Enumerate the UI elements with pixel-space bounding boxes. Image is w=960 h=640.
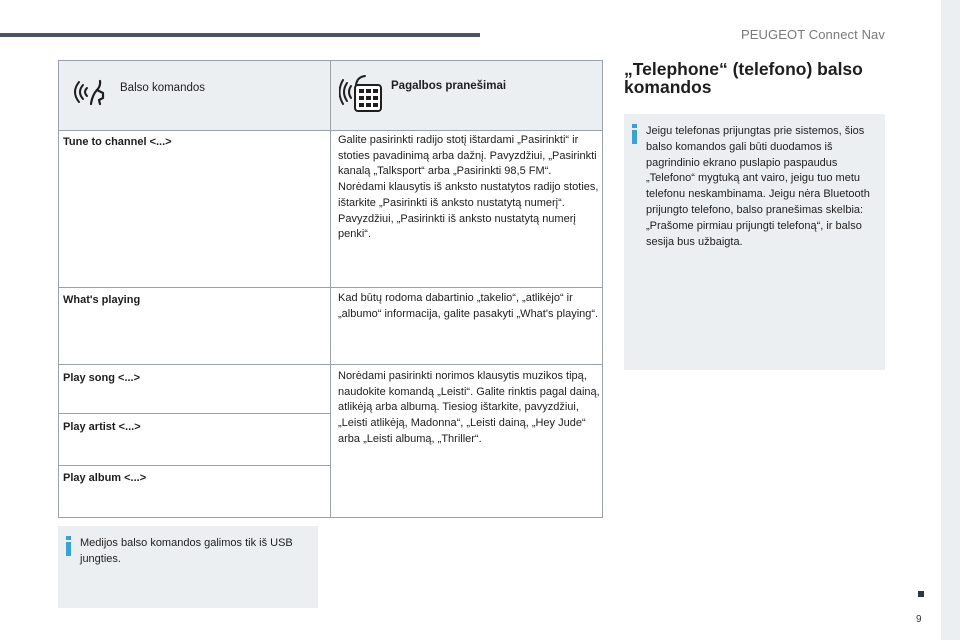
description-whats-playing: Kad būtų rodoma dabartinio „takelio“, „atlikėjo“ ir „albumo“ informacija, galite pasakyti „What's playing“. [338, 292, 599, 320]
command-play-artist: Play artist <...> [63, 421, 141, 433]
usb-info-note [58, 526, 318, 608]
info-icon [629, 124, 641, 144]
header-voice-commands: Balso komandos [120, 82, 206, 94]
voice-command-icon [73, 73, 113, 113]
column-divider [330, 61, 331, 517]
voice-help-icon [339, 71, 383, 115]
description-play-commands: Norėdami pasirinkti norimos klausytis muzikos tipą, naudokite komandą „Leisti“. Galite rinktis pagal dainą, atlikėją arba albumą. Tiesiog ištarkite, pavyzdžiui, „Leisti atlikėją, Madonna“, „Leisti dainą, „Hey Jude“ arba „Leisti albumą, „Thriller“. [338, 370, 600, 445]
voice-commands-table [58, 60, 603, 518]
row-divider [59, 413, 330, 414]
info-icon [63, 536, 75, 556]
row-divider [59, 465, 330, 466]
telephone-info-note [624, 114, 885, 370]
command-play-song: Play song <...> [63, 372, 141, 384]
page-number: 9 [916, 614, 922, 625]
brand-header: PEUGEOT Connect Nav [741, 27, 885, 42]
header-help-messages: Pagalbos pranešimai [391, 80, 507, 92]
command-play-album: Play album <...> [63, 472, 147, 484]
row-divider [59, 287, 602, 288]
header-rule [0, 33, 480, 37]
command-tune-to-channel: Tune to channel <...> [63, 136, 172, 148]
command-whats-playing: What's playing [63, 294, 141, 306]
telephone-note-text: Jeigu telefonas prijungtas prie sistemos, šios balso komandos gali būti duodamos iš pagrindinio ekrano puslapio paspaudus „Telefono“ mygtuką ant vairo, jeigu tuo metu telefonu neskambinama. Jeigu nėra Bluetooth prijungto telefono, balso pranešimas skelbia: „Prašome pirmiau prijungti telefoną“, ir balso sesija bus užbaigta. [646, 125, 870, 248]
page-edge-strip [941, 0, 960, 640]
description-tune-to-channel: Galite pasirinkti radijo stotį ištardami „Pasirinkti“ ir stoties pavadinimą arba dažnį. Pavyzdžiui, „Pasirinkti kanalą „Talksport“ arba „Pasirinkti 98,5 FM“. Norėdami klausytis iš anksto nustatytos radijo stoties, ištarkite „Pasirinkti iš anksto nustatytą numerį“. Pavyzdžiui, „Pasirinkti iš anksto nustatytą numerį penki“. [338, 134, 599, 241]
usb-note-text: Medijos balso komandos galimos tik iš USB jungties. [80, 537, 293, 565]
continuation-marker-icon [918, 591, 924, 597]
row-divider [59, 364, 602, 365]
telephone-section-title: „Telephone“ (telefono) balso komandos [624, 59, 863, 97]
